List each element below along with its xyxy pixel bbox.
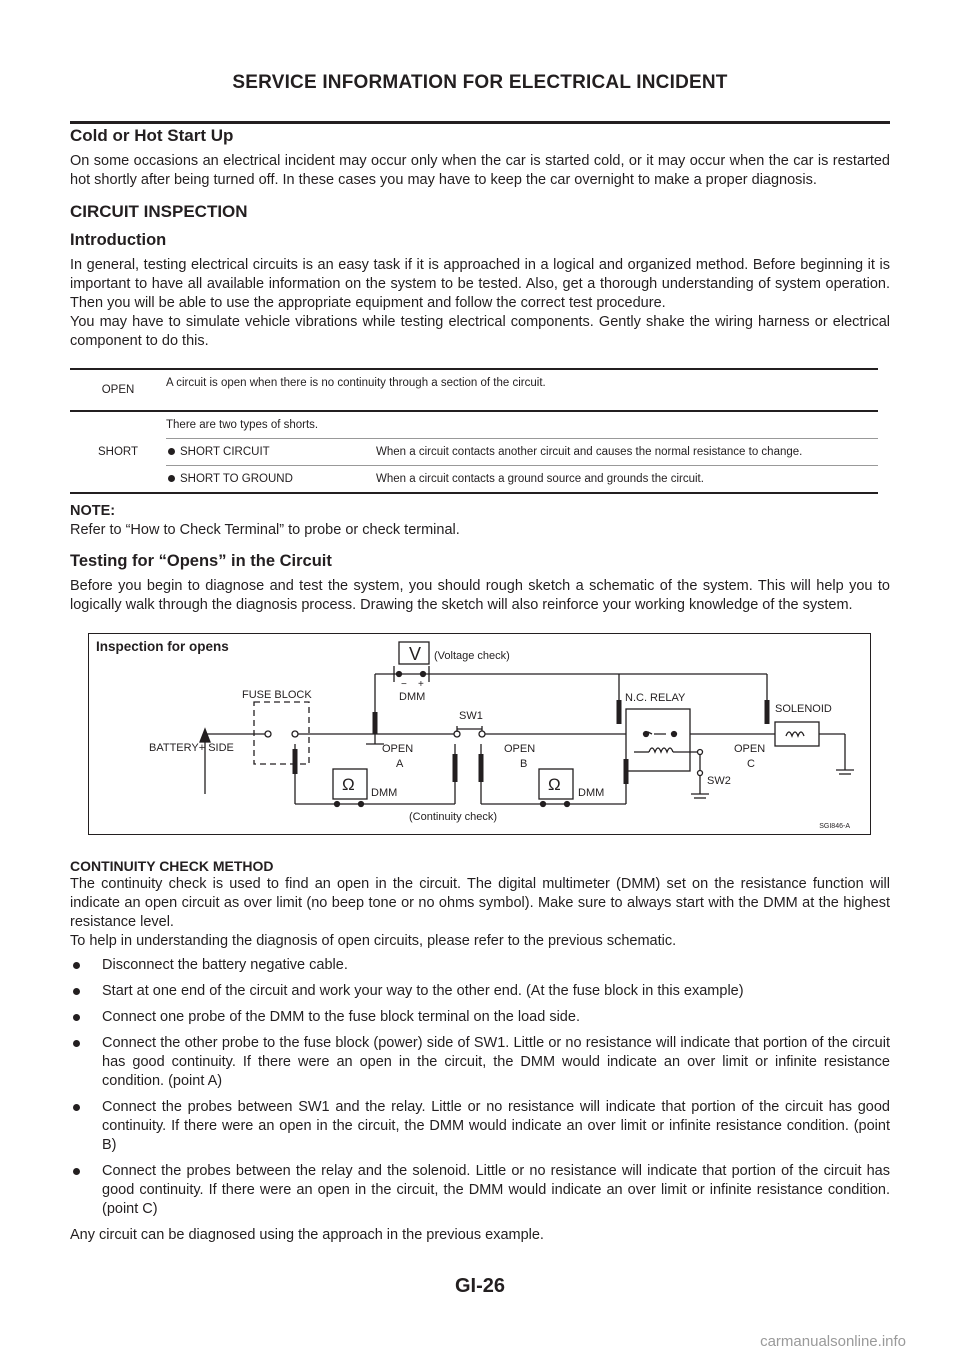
term-short: SHORT — [70, 411, 166, 493]
short-intro: There are two types of shorts. — [166, 411, 878, 439]
meter-terminal — [335, 802, 340, 807]
solenoid-coil — [786, 732, 804, 736]
fuse-terminal-out — [292, 731, 298, 737]
sw2-terminal — [698, 750, 703, 755]
relay-icon — [626, 709, 690, 771]
fuse-block-icon — [254, 702, 309, 764]
paragraph-intro-2: You may have to simulate vehicle vibrations while testing electrical components. Gently shake the wiring harness or electrical component to do this. — [70, 314, 890, 349]
list-item-text: Start at one end of the circuit and work your way to the other end. (At the fuse block in this example) — [102, 983, 744, 999]
method-heading: CONTINUITY CHECK METHOD — [70, 858, 274, 874]
open-c-label: OPEN — [734, 743, 766, 755]
bullet-dot — [168, 448, 175, 455]
table-row-short-to-ground — [70, 466, 878, 494]
circuit-schematic — [89, 634, 870, 834]
bullet-dot — [73, 1040, 80, 1047]
figure-title: Inspection for opens — [96, 639, 229, 654]
relay-label: N.C. RELAY — [625, 692, 686, 704]
term-open: OPEN — [70, 369, 166, 411]
solenoid-label: SOLENOID — [775, 703, 832, 715]
voltmeter-symbol: V — [409, 644, 422, 664]
list-item-text: Connect the other probe to the fuse block (power) side of SW1. Little or no resistance will indicate that portion of the circuit has good continuity. If there were an open in the circuit, the DMM would indicate an over limit or infinite resistance condition. (point A) — [102, 1035, 890, 1089]
bullet-dot — [73, 962, 80, 969]
ohm-symbol-a: Ω — [342, 775, 355, 794]
sw2-label: SW2 — [707, 775, 731, 787]
short-to-ground-label-cell — [166, 466, 376, 494]
list-item — [70, 956, 890, 975]
battery-side-label: BATTERY+ SIDE — [149, 742, 234, 754]
table-row-open — [70, 369, 878, 411]
watermark-link[interactable]: carmanualsonline.info — [760, 1333, 906, 1350]
open-b-label: OPEN — [504, 743, 536, 755]
definitions-table — [70, 368, 878, 494]
fuse-block-label: FUSE BLOCK — [242, 689, 312, 701]
dmm-label-b: DMM — [578, 787, 605, 799]
page-content — [70, 126, 890, 1245]
paragraph-intro-1: In general, testing electrical circuits is an easy task if it is approached in a logical and organized method. Before beginning it is important to have all available information on the system to be tested. Also, get a thorough understanding of system operation. Then you will be able to use the appropriate equipment and follow the correct test procedure. — [70, 257, 890, 311]
meter-terminal — [421, 672, 426, 677]
title-rule — [70, 121, 890, 124]
battery-arrow-icon — [200, 729, 210, 742]
subheading-testing-opens: Testing for “Opens” in the Circuit — [70, 552, 332, 570]
table-row-short — [70, 411, 878, 439]
bullet-dot — [168, 475, 175, 482]
relay-contact-dot — [672, 732, 677, 737]
method-paragraph-2: To help in understanding the diagnosis of open circuits, please refer to the previous schematic. — [70, 933, 677, 949]
list-item-text: Connect one probe of the DMM to the fuse block terminal on the load side. — [102, 1009, 580, 1025]
continuity-check-label: (Continuity check) — [409, 811, 498, 823]
point-b-label: B — [520, 758, 528, 770]
note-text: Refer to “How to Check Terminal” to probe or check terminal. — [70, 522, 460, 538]
point-a-label: A — [396, 758, 404, 770]
list-item — [70, 982, 890, 1001]
sw2-terminal — [698, 771, 703, 776]
relay-coil-icon — [649, 748, 673, 752]
page-number: GI-26 — [454, 1275, 506, 1297]
bullet-dot — [73, 1014, 80, 1021]
list-item — [70, 1034, 890, 1091]
meter-minus: − — [401, 679, 407, 690]
section-heading-circuit-inspection: CIRCUIT INSPECTION — [70, 202, 248, 221]
point-c-label: C — [747, 758, 755, 770]
short-circuit-label: SHORT CIRCUIT — [180, 446, 270, 458]
table-row-short-circuit — [70, 439, 878, 466]
paragraph-testing-opens: Before you begin to diagnose and test the system, you should rough sketch a schematic of the system. This will help you to logically walk through the diagnosis process. Drawing the sketch will also reinforce your working knowledge of the system. — [70, 578, 890, 613]
bullet-dot — [73, 1168, 80, 1175]
bullet-dot — [73, 1104, 80, 1111]
ohm-symbol-b: Ω — [548, 775, 561, 794]
figure-id: SGI846-A — [819, 823, 850, 830]
list-item — [70, 1162, 890, 1219]
short-to-ground-definition: When a circuit contacts a ground source and grounds the circuit. — [376, 466, 878, 494]
short-to-ground-label: SHORT TO GROUND — [180, 473, 293, 485]
sw1-terminal-right — [479, 731, 485, 737]
meter-terminal — [541, 802, 546, 807]
dmm-label-v: DMM — [399, 691, 426, 703]
meter-terminal — [397, 672, 402, 677]
short-circuit-definition: When a circuit contacts another circuit and causes the normal resistance to change. — [376, 439, 878, 466]
voltage-check-label: (Voltage check) — [434, 650, 510, 662]
method-steps-list — [70, 956, 890, 1219]
list-item — [70, 1008, 890, 1027]
list-item-text: Connect the probes between SW1 and the relay. Little or no resistance will indicate that portion of the circuit has good continuity. If there were an open in the circuit, the DMM would indicate an over limit or infinite resistance condition. (point B) — [102, 1099, 890, 1153]
inspection-figure — [88, 633, 871, 835]
method-paragraph-1: The continuity check is used to find an open in the circuit. The digital multimeter (DMM) set on the resistance function will indicate an open circuit as over limit (no beep tone or no ohms symbol). Make sure to always start with the DMM at the highest resistance level. — [70, 876, 890, 930]
note-heading: NOTE: — [70, 503, 116, 519]
meter-plus: + — [418, 679, 424, 690]
subheading-introduction: Introduction — [70, 231, 167, 249]
list-item-text: Disconnect the battery negative cable. — [102, 957, 348, 973]
short-circuit-label-cell — [166, 439, 376, 466]
sw1-label: SW1 — [459, 710, 483, 722]
dmm-label-a: DMM — [371, 787, 398, 799]
closing-paragraph: Any circuit can be diagnosed using the approach in the previous example. — [70, 1227, 544, 1243]
list-item-text: Connect the probes between the relay and the solenoid. Little or no resistance will indicate that portion of the circuit has good continuity. If there were an open in the circuit, the DMM would indicate an over limit or infinite resistance condition. (point C) — [102, 1163, 890, 1217]
bullet-dot — [73, 988, 80, 995]
section-heading-cold-hot: Cold or Hot Start Up — [70, 126, 234, 145]
relay-contact-dot — [644, 732, 649, 737]
meter-terminal — [359, 802, 364, 807]
fuse-terminal-in — [265, 731, 271, 737]
page-title: SERVICE INFORMATION FOR ELECTRICAL INCIDENT — [232, 72, 728, 93]
definition-open: A circuit is open when there is no continuity through a section of the circuit. — [166, 369, 878, 411]
meter-terminal — [565, 802, 570, 807]
list-item — [70, 1098, 890, 1155]
paragraph-cold-hot: On some occasions an electrical incident may occur only when the car is started cold, or it may occur when the car is restarted hot shortly after being turned off. In these cases you may have to keep the car overnight to make a proper diagnosis. — [70, 153, 890, 188]
open-a-label: OPEN — [382, 743, 414, 755]
